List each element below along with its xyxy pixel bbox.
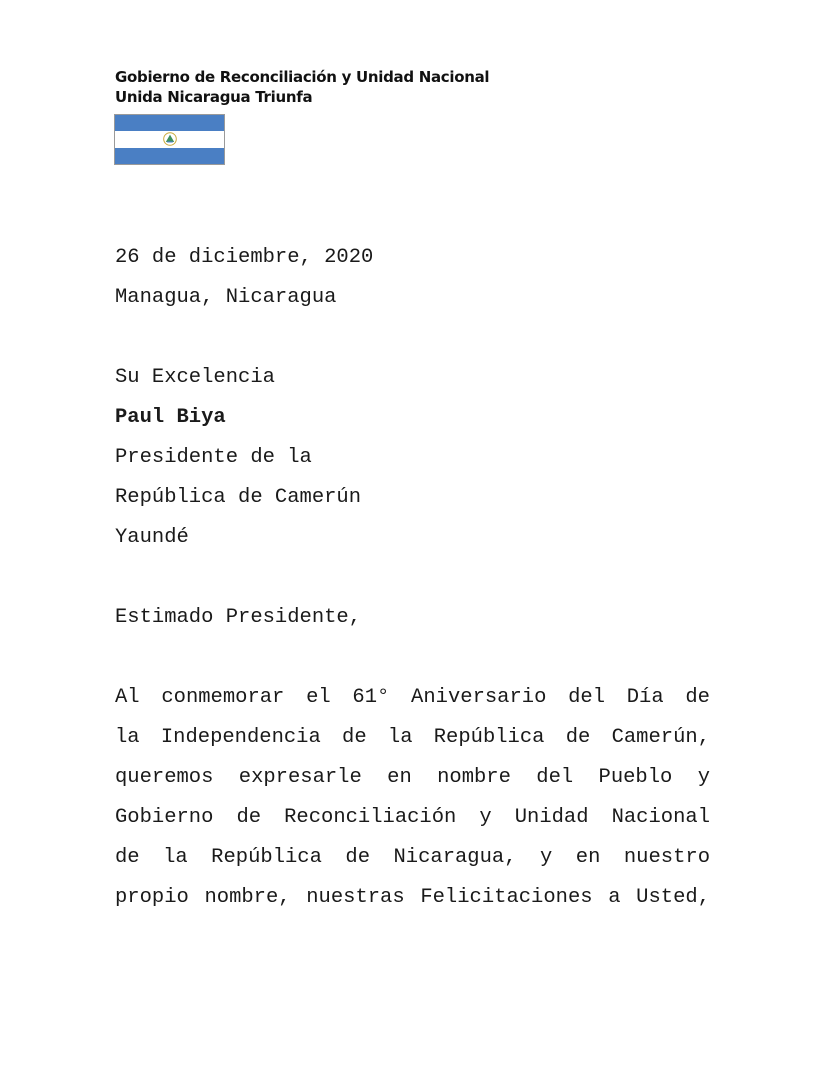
paragraph-line: de la República de Nicaragua, y en nuestro — [115, 846, 710, 869]
recipient-name: Paul Biya — [115, 406, 226, 429]
recipient-honorific: Su Excelencia — [115, 366, 275, 389]
paragraph-line: Gobierno de Reconciliación y Unidad Nacional — [115, 806, 710, 829]
paragraph-line: queremos expresarle en nombre del Pueblo y — [115, 766, 710, 789]
letterhead — [115, 67, 489, 107]
flag-middle-stripe — [115, 131, 224, 147]
recipient-title-line2: República de Camerún — [115, 486, 362, 509]
recipient-city: Yaundé — [115, 526, 189, 549]
paragraph-line: Al conmemorar el 61° Aniversario del Día de — [115, 686, 710, 709]
date-block — [115, 238, 710, 318]
letter-date: 26 de diciembre, 2020 — [115, 246, 374, 269]
coat-of-arms-icon — [162, 132, 178, 146]
flag-bottom-stripe — [115, 148, 224, 164]
letterhead-government-name: Gobierno de Reconciliación y Unidad Nacional — [115, 68, 490, 86]
salutation-block — [115, 598, 710, 638]
letter-place: Managua, Nicaragua — [115, 286, 337, 309]
letterhead-slogan: Unida Nicaragua Triunfa — [115, 88, 313, 106]
recipient-block — [115, 358, 710, 558]
flag-top-stripe — [115, 115, 224, 131]
paragraph-line: propio nombre, nuestras Felicitaciones a Usted, — [115, 886, 710, 909]
body-paragraph — [115, 678, 710, 918]
recipient-title-line1: Presidente de la — [115, 446, 312, 469]
paragraph-line: la Independencia de la República de Camerún, — [115, 726, 710, 749]
salutation: Estimado Presidente, — [115, 606, 362, 629]
nicaragua-flag-icon — [114, 114, 225, 165]
